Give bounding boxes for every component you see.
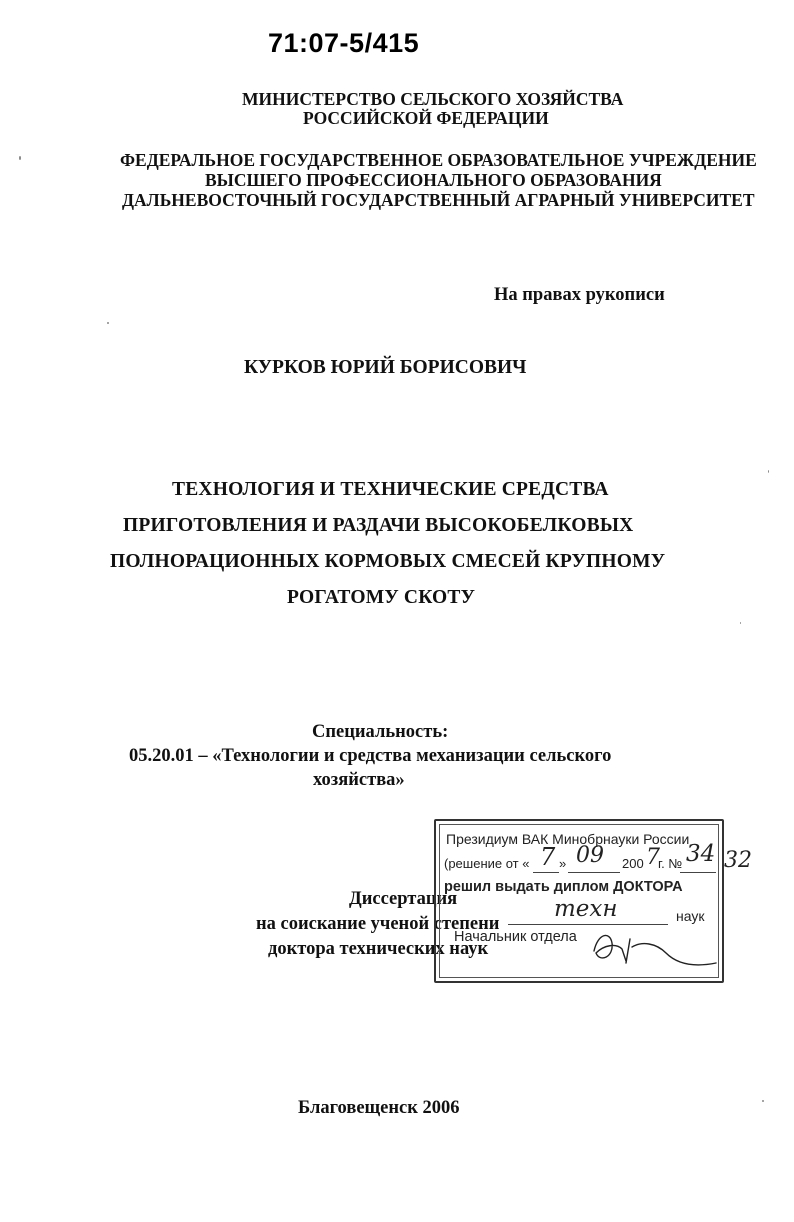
dissertation-line-1: Диссертация: [349, 889, 458, 909]
specialty-line-2: хозяйства»: [313, 770, 405, 790]
stamp-year-prefix: 200: [622, 856, 644, 871]
stamp-line-1: Президиум ВАК Минобрнауки России: [446, 831, 690, 847]
stamp-number-overflow: 32: [724, 848, 752, 873]
dissertation-line-2: на соискание ученой степени: [256, 914, 500, 934]
stamp-science-handwritten: техн: [554, 896, 618, 922]
ministry-line-2: РОССИЙСКОЙ ФЕДЕРАЦИИ: [303, 108, 549, 128]
institution-line-3: ДАЛЬНЕВОСТОЧНЫЙ ГОСУДАРСТВЕННЫЙ АГРАРНЫЙ УНИВЕРСИТЕТ: [122, 190, 755, 210]
scan-speck: [762, 1100, 764, 1102]
stamp-day-underline: [533, 872, 559, 873]
institution-line-2: ВЫСШЕГО ПРОФЕССИОНАЛЬНОГО ОБРАЗОВАНИЯ: [205, 170, 662, 190]
dissertation-line-3: доктора технических наук: [268, 939, 489, 959]
stamp-mid-quote: »: [559, 856, 567, 871]
stamp-year-handwritten: 7: [646, 845, 660, 870]
signature-icon: [586, 923, 720, 971]
title-line-4: РОГАТОМУ СКОТУ: [287, 587, 476, 608]
stamp-month-underline: [568, 872, 620, 873]
vak-stamp: [434, 819, 724, 983]
title-line-3: ПОЛНОРАЦИОННЫХ КОРМОВЫХ СМЕСЕЙ КРУПНОМУ: [110, 551, 666, 572]
specialty-line-1: 05.20.01 – «Технологии и средства механизации сельского: [129, 746, 612, 766]
manuscript-note: На правах рукописи: [494, 285, 665, 305]
footer-city-year: Благовещенск 2006: [298, 1098, 460, 1118]
ministry-line-1: МИНИСТЕРСТВО СЕЛЬСКОГО ХОЗЯЙСТВА: [242, 89, 624, 109]
scan-speck: [107, 322, 109, 324]
institution-line-1: ФЕДЕРАЛЬНОЕ ГОСУДАРСТВЕННОЕ ОБРАЗОВАТЕЛЬНОЕ УЧРЕЖДЕНИЕ: [120, 150, 757, 170]
stamp-number-underline: [680, 872, 716, 873]
specialty-label: Специальность:: [312, 722, 449, 742]
stamp-month-handwritten: 09: [576, 843, 604, 868]
scan-speck: [740, 622, 741, 624]
stamp-day-handwritten: 7: [540, 843, 556, 871]
title-line-1: ТЕХНОЛОГИЯ И ТЕХНИЧЕСКИЕ СРЕДСТВА: [172, 479, 609, 500]
stamp-science-suffix: наук: [676, 908, 705, 924]
scan-speck: [768, 470, 769, 473]
title-line-2: ПРИГОТОВЛЕНИЯ И РАЗДАЧИ ВЫСОКОБЕЛКОВЫХ: [123, 515, 634, 536]
stamp-decision-prefix: (решение от «: [444, 856, 530, 871]
stamp-line-5: Начальник отдела: [454, 929, 577, 945]
author-name: КУРКОВ ЮРИЙ БОРИСОВИЧ: [244, 357, 527, 378]
scan-speck: [19, 156, 21, 160]
stamp-number-handwritten: 34: [686, 841, 716, 867]
stamp-g-no: г. №: [658, 856, 683, 871]
stamp-line-3: решил выдать диплом ДОКТОРА: [444, 879, 683, 895]
archive-code: 71:07-5/415: [268, 28, 420, 58]
